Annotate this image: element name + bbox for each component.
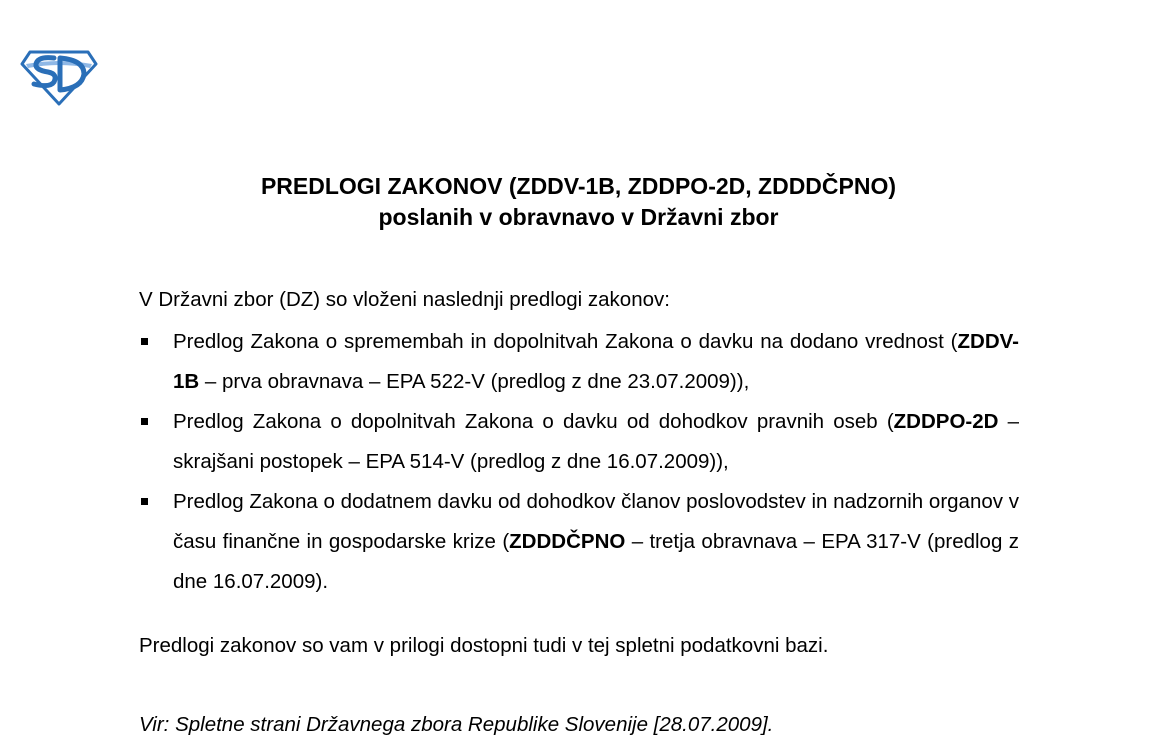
item-code: ZDDPO-2D — [893, 410, 999, 433]
source-citation: Vir: Spletne strani Državnega zbora Republike Slovenije [28.07.2009]. — [139, 713, 774, 736]
square-bullet-icon — [141, 498, 148, 505]
list-item — [139, 322, 1019, 402]
item-text: Predlog Zakona o dodatnem davku od dohodkov članov poslovodstev in nadzornih organov v času finančne in gospodarske krize ( — [173, 490, 1019, 553]
item-text: Predlog Zakona o spremembah in dopolnitvah Zakona o davku na dodano vrednost ( — [173, 330, 958, 353]
law-proposals-list — [139, 322, 1019, 602]
item-text-tail: – tretja obravnava – EPA 317-V (predlog z dne 16.07.2009). — [173, 530, 1019, 593]
page-subtitle: poslanih v obravnavo v Državni zbor — [378, 204, 779, 230]
intro-paragraph: V Državni zbor (DZ) so vloženi naslednji predlogi zakonov: — [139, 288, 670, 311]
sd-shield-icon — [20, 48, 98, 106]
square-bullet-icon — [141, 418, 148, 425]
item-code: ZDDV-1B — [173, 330, 1019, 393]
outro-paragraph: Predlogi zakonov so vam v prilogi dostopni tudi v tej spletni podatkovni bazi. — [139, 634, 829, 657]
item-text-tail: – skrajšani postopek – EPA 514-V (predlog z dne 16.07.2009)), — [173, 410, 1019, 473]
item-code: ZDDDČPNO — [509, 530, 626, 553]
item-text-tail: – prva obravnava – EPA 522-V (predlog z dne 23.07.2009)), — [199, 370, 750, 393]
item-text: Predlog Zakona o dopolnitvah Zakona o davku od dohodkov pravnih oseb ( — [173, 410, 894, 433]
list-item — [139, 402, 1019, 482]
page-title: PREDLOGI ZAKONOV (ZDDV-1B, ZDDPO-2D, ZDDDČPNO) — [260, 173, 897, 199]
sd-logo — [20, 48, 98, 106]
list-item — [139, 482, 1019, 602]
square-bullet-icon — [141, 338, 148, 345]
